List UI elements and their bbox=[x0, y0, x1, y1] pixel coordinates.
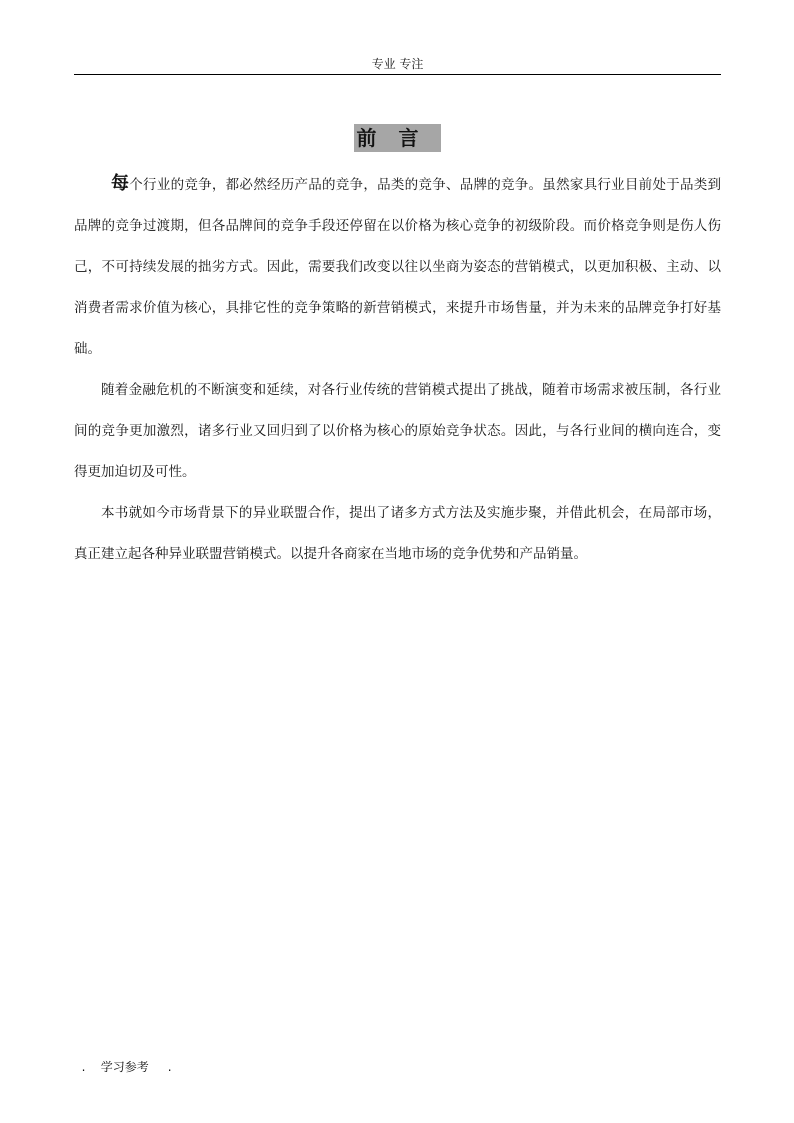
paragraph-1 bbox=[74, 163, 721, 370]
page-title: 前言 bbox=[354, 124, 441, 152]
paragraph-1-first-char: 每 bbox=[111, 173, 130, 194]
title-container bbox=[0, 124, 794, 152]
footer-text: . 学习参考 . bbox=[81, 1060, 172, 1074]
paragraph-3: 本书就如今市场背景下的异业联盟合作，提出了诸多方式方法及实施步聚，并借此机会，在局部市场，真正建立起各种异业联盟营销模式。以提升各商家在当地市场的竞争优势和产品销量。 bbox=[74, 505, 721, 562]
page-header bbox=[74, 54, 721, 75]
paragraph-2: 随着金融危机的不断演变和延续，对各行业传统的营销模式提出了挑战，随着市场需求被压制，各行业间的竞争更加激烈，诸多行业又回归到了以价格为核心的原始竞争状态。因此，与各行业间的横向连合，变得更加迫切及可性。 bbox=[74, 382, 721, 480]
body-text bbox=[74, 163, 721, 575]
page-footer bbox=[74, 1040, 172, 1076]
paragraph-1-text: 个行业的竞争，都必然经历产品的竞争，品类的竞争、品牌的竞争。虽然家具行业目前处于品类到品牌的竞争过渡期，但各品牌间的竞争手段还停留在以价格为核心竞争的初级阶段。而价格竞争则是伤人伤己，不可持续发展的拙劣方式。因此，需要我们改变以往以坐商为姿态的营销模式，以更加积极、主动、以消费者需求价值为核心，具排它性的竞争策略的新营销模式，来提升市场售量，并为未来的品牌竞争打好基础。 bbox=[74, 177, 722, 357]
header-text: 专业 专注 bbox=[371, 57, 424, 71]
